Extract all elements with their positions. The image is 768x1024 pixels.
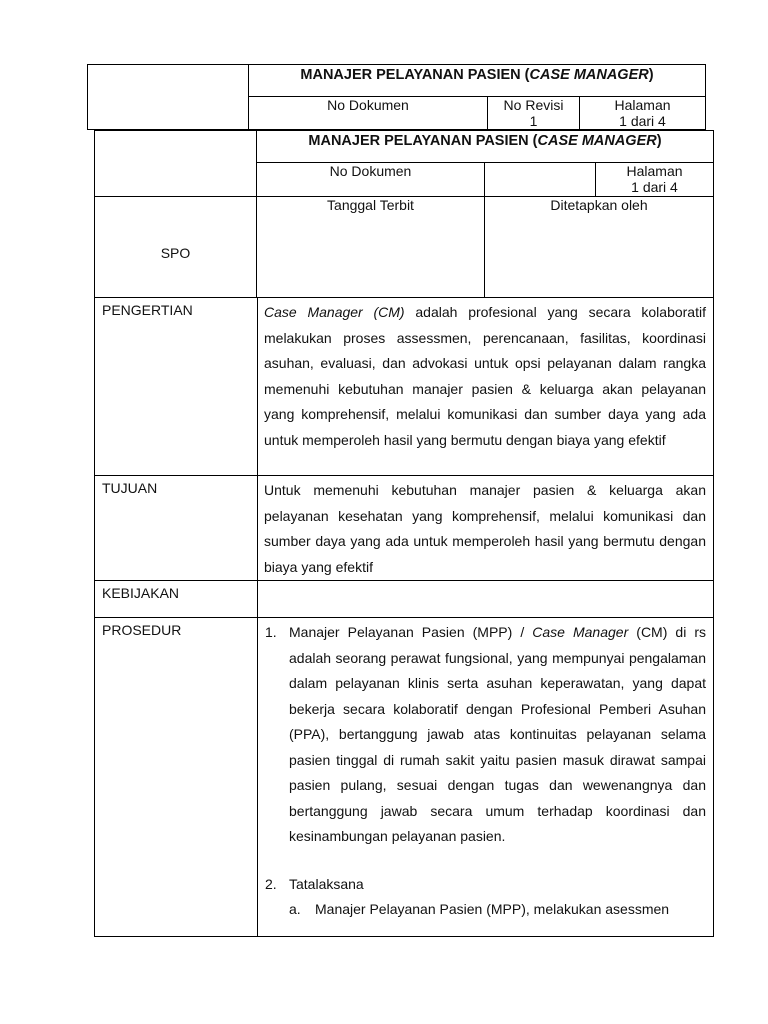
prosedur-item-1-italic: Case Manager <box>532 624 629 640</box>
back-no-dokumen-cell <box>249 97 488 130</box>
prosedur-item-1 <box>265 620 706 850</box>
halaman-label: Halaman <box>626 163 683 179</box>
tujuan-label: TUJUAN <box>102 480 158 496</box>
back-halaman-value: 1 dari 4 <box>619 113 666 129</box>
back-no-revisi-label: No Revisi <box>503 97 564 113</box>
pengertian-text: adalah profesional yang secara kolaboratif melakukan proses assessmen, perencanaan, fasilitas, koordinasi asuhan, evaluasi, dan advokasi untuk opsi pelayanan dalam rangka memenuhi kebutuhan manajer pasien & keluarga akan pelayanan yang komprehensif, melalui komunikasi dan sumber daya yang ada untuk memperoleh hasil yang bermutu dengan biaya yang efektif <box>264 304 706 448</box>
back-no-dokumen-label: No Dokumen <box>327 97 409 113</box>
no-dokumen-cell <box>257 163 485 197</box>
prosedur-item-1-text: (CM) di rs adalah seorang perawat fungsional, yang mempunyai pengalaman dalam pelayanan klinis serta asuhan keperawatan, yang dapat bekerja secara kolaboratif dengan Profesional Pemberi Asuhan (PPA), bertanggung jawab atas kontinuitas pelayanan selama pasien tinggal di rumah sakit yaitu pasien masuk dirawat sampai pasien pulang, sesuai dengan tugas dan wewenangnya dan bertanggung jawab secara umum terhadap koordinasi dan kesinambungan pelayanan pasien. <box>289 624 707 844</box>
prosedur-label-cell <box>95 618 258 937</box>
tujuan-label-cell <box>95 476 258 581</box>
spo-label: SPO <box>160 245 191 261</box>
prosedur-item-2-number: 2. <box>265 875 277 892</box>
body-table <box>94 297 714 937</box>
pengertian-label-cell <box>95 298 258 476</box>
document-title: MANAJER PELAYANAN PASIEN (CASE MANAGER) <box>257 131 714 163</box>
tujuan-content <box>258 476 714 581</box>
kebijakan-label-cell <box>95 581 258 618</box>
tanggal-terbit-cell <box>257 197 485 298</box>
prosedur-label: PROSEDUR <box>102 622 182 638</box>
tanggal-terbit-label: Tanggal Terbit <box>327 197 414 213</box>
prosedur-content <box>258 618 714 937</box>
kebijakan-label: KEBIJAKAN <box>102 585 180 601</box>
back-document-title: MANAJER PELAYANAN PASIEN (CASE MANAGER) <box>249 65 706 97</box>
logo-cell <box>95 131 257 197</box>
halaman-value: 1 dari 4 <box>631 179 678 195</box>
kebijakan-content <box>258 581 714 618</box>
ditetapkan-label: Ditetapkan oleh <box>550 197 648 213</box>
halaman-cell <box>596 163 714 197</box>
back-no-revisi-cell <box>488 97 580 130</box>
back-halaman-cell <box>580 97 706 130</box>
pengertian-label: PENGERTIAN <box>102 302 193 318</box>
header-table <box>94 130 714 298</box>
pengertian-content <box>258 298 714 476</box>
prosedur-item-1-lead: Manajer Pelayanan Pasien (MPP) / <box>289 624 533 640</box>
no-dokumen-label: No Dokumen <box>329 163 412 179</box>
prosedur-item-2-text: Tatalaksana <box>289 875 364 892</box>
prosedur-list <box>265 620 706 923</box>
prosedur-item-2 <box>265 872 706 923</box>
prosedur-sub-item-a <box>289 897 706 923</box>
no-revisi-cell <box>485 163 596 197</box>
tujuan-text: Untuk memenuhi kebutuhan manajer pasien & keluarga akan pelayanan kesehatan yang komprehensif, melalui komunikasi dan sumber daya yang ada untuk memperoleh hasil yang bermutu dengan biaya yang efektif <box>264 482 706 575</box>
back-halaman-label: Halaman <box>614 97 671 113</box>
prosedur-item-1-number: 1. <box>265 624 277 640</box>
pengertian-italic-lead: Case Manager (CM) <box>264 304 405 320</box>
prosedur-sub-item-a-text: Manajer Pelayanan Pasien (MPP), melakukan asessmen <box>315 901 670 917</box>
prosedur-sub-item-a-number: a. <box>289 901 301 917</box>
spo-cell <box>95 197 257 298</box>
back-no-revisi-value: 1 <box>529 113 538 129</box>
ditetapkan-cell <box>485 197 714 298</box>
back-logo-cell <box>88 65 249 130</box>
back-header-table <box>87 64 706 130</box>
